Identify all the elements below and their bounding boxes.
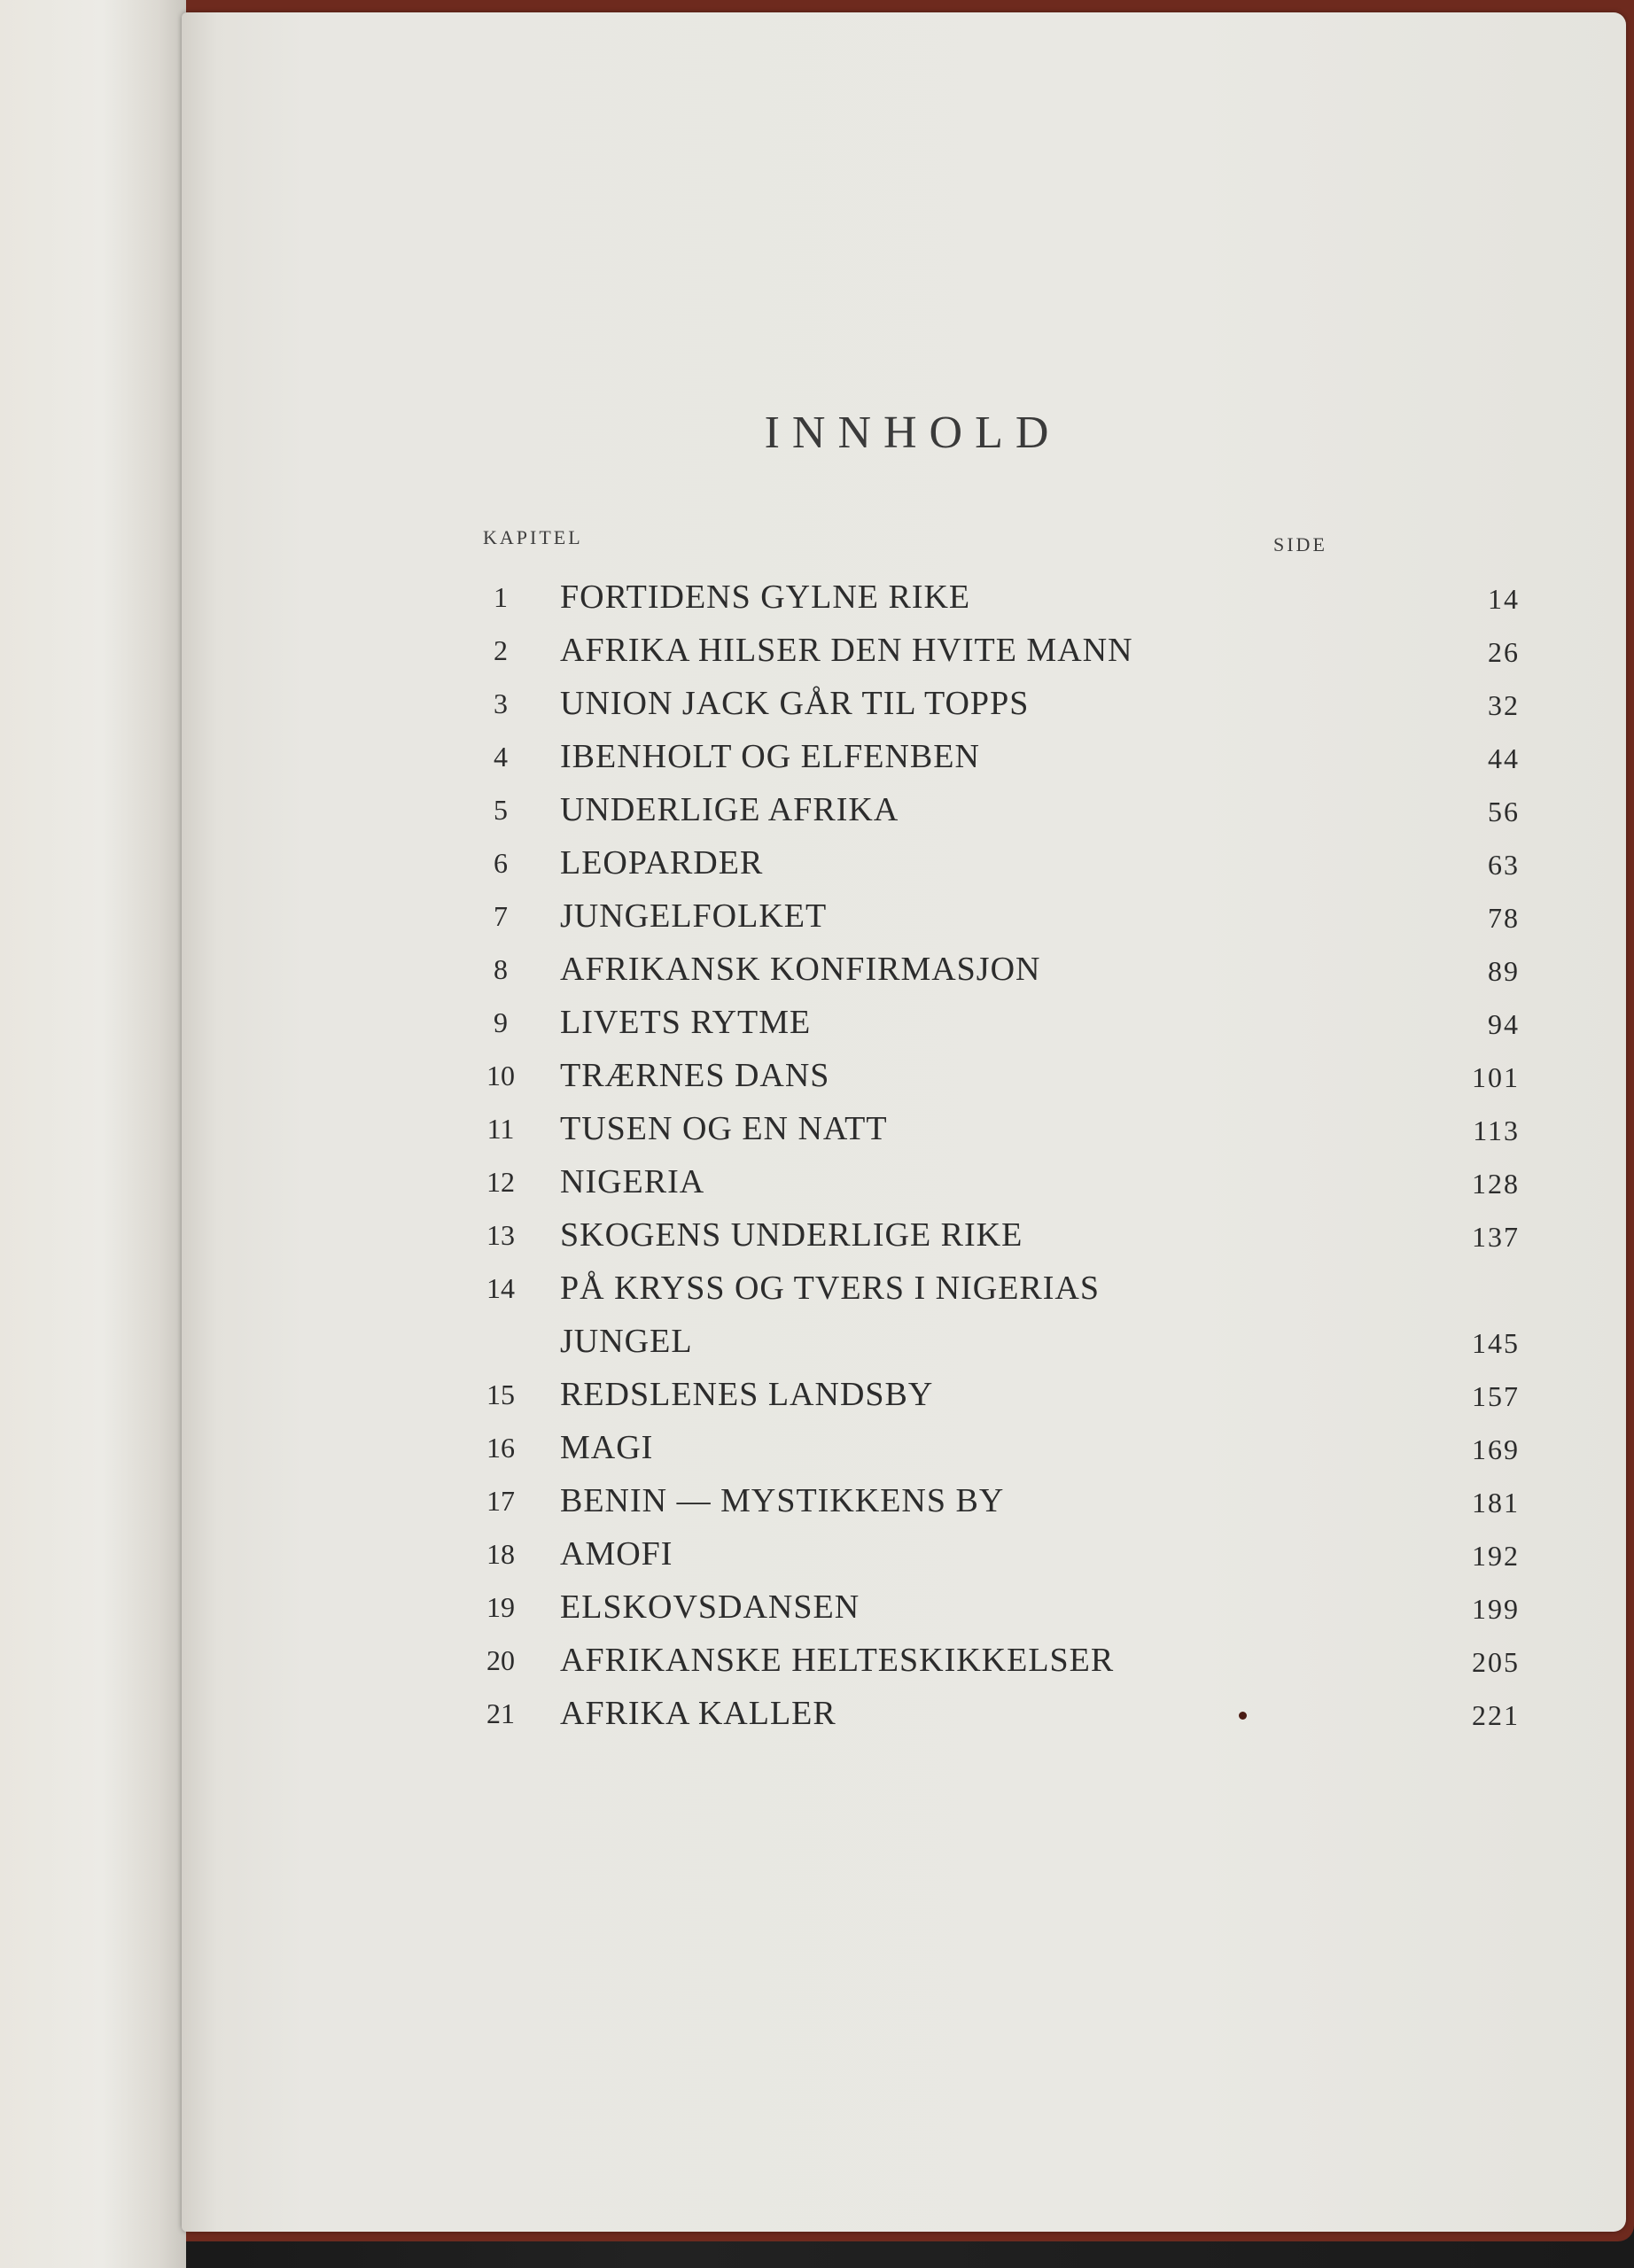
chapter-number: 15 [486, 1379, 515, 1410]
toc-entry [474, 1262, 1520, 1315]
chapter-number: 8 [494, 953, 508, 985]
chapter-title: SKOGENS UNDERLIGE RIKE [560, 1216, 1023, 1254]
left-page [0, 0, 186, 2268]
toc-entry [474, 1208, 1520, 1262]
toc-entry [474, 1687, 1520, 1740]
toc-entry [474, 1102, 1520, 1155]
toc-entry [474, 836, 1520, 889]
chapter-number: 4 [494, 741, 508, 773]
chapter-number: 16 [486, 1432, 515, 1464]
page-number: 145 [1472, 1327, 1520, 1359]
page-number: 101 [1472, 1061, 1520, 1093]
page-number: 181 [1472, 1487, 1520, 1518]
ink-speck [1239, 1712, 1247, 1720]
table-of-contents [474, 571, 1520, 1740]
toc-entry [474, 1368, 1520, 1421]
chapter-number: 17 [486, 1485, 515, 1517]
chapter-title: MAGI [560, 1429, 654, 1466]
page-number: 56 [1488, 796, 1520, 827]
toc-entry [474, 996, 1520, 1049]
chapter-title: TRÆRNES DANS [560, 1057, 830, 1094]
page-number: 205 [1472, 1646, 1520, 1678]
chapter-title: BENIN — MYSTIKKENS BY [560, 1482, 1005, 1519]
page-number: 192 [1472, 1540, 1520, 1572]
page-number: 199 [1472, 1593, 1520, 1625]
page-number: 63 [1488, 849, 1520, 881]
chapter-number: 6 [494, 847, 508, 879]
page-column-header: SIDE [1273, 533, 1327, 555]
toc-entry [474, 624, 1520, 677]
page-number: 113 [1473, 1115, 1520, 1146]
chapter-number: 13 [486, 1219, 515, 1251]
chapter-number: 9 [494, 1006, 508, 1038]
page-number: 169 [1472, 1433, 1520, 1465]
contents-page [182, 12, 1626, 2232]
toc-entry [474, 1049, 1520, 1102]
chapter-title: AMOFI [560, 1535, 673, 1573]
chapter-number: 11 [486, 1113, 515, 1145]
toc-entry [474, 677, 1520, 730]
page-number: 44 [1488, 742, 1520, 774]
chapter-title: TUSEN OG EN NATT [560, 1110, 888, 1147]
toc-entry-continuation [474, 1315, 1520, 1368]
chapter-number: 21 [486, 1697, 515, 1729]
toc-entry [474, 1581, 1520, 1634]
chapter-title: FORTIDENS GYLNE RIKE [560, 579, 971, 616]
chapter-title: REDSLENES LANDSBY [560, 1376, 934, 1413]
chapter-title: PÅ KRYSS OG TVERS I NIGERIAS [560, 1270, 1101, 1307]
chapter-title: ELSKOVSDANSEN [560, 1588, 860, 1626]
toc-entry [474, 943, 1520, 996]
chapter-title: AFRIKANSK KONFIRMASJON [560, 951, 1041, 988]
page-title: INNHOLD [764, 408, 1062, 458]
toc-entry [474, 730, 1520, 783]
chapter-number: 14 [486, 1272, 515, 1304]
chapter-number: 5 [494, 794, 508, 826]
chapter-number: 19 [486, 1591, 515, 1623]
toc-entry [474, 889, 1520, 943]
chapter-number: 7 [494, 900, 508, 932]
chapter-number: 12 [486, 1166, 515, 1198]
chapter-title: AFRIKA HILSER DEN HVITE MANN [560, 632, 1133, 669]
page-number: 94 [1488, 1008, 1520, 1040]
toc-entry [474, 1527, 1520, 1581]
chapter-title: AFRIKANSKE HELTESKIKKELSER [560, 1642, 1115, 1679]
page-number: 89 [1488, 955, 1520, 987]
toc-entry [474, 571, 1520, 624]
page-number: 128 [1472, 1168, 1520, 1200]
chapter-title: LEOPARDER [560, 844, 764, 882]
chapter-title: JUNGELFOLKET [560, 897, 828, 935]
chapter-title: UNDERLIGE AFRIKA [560, 791, 899, 828]
chapter-title: IBENHOLT OG ELFENBEN [560, 738, 980, 775]
chapter-number: 2 [494, 634, 508, 666]
chapter-title: NIGERIA [560, 1163, 705, 1200]
page-number: 14 [1488, 583, 1520, 615]
toc-entry [474, 1474, 1520, 1527]
toc-entry [474, 1155, 1520, 1208]
chapter-title: LIVETS RYTME [560, 1004, 812, 1041]
page-number: 137 [1472, 1221, 1520, 1253]
chapter-column-header: KAPITEL [483, 526, 583, 548]
page-number: 221 [1472, 1699, 1520, 1731]
toc-entry [474, 1421, 1520, 1474]
toc-entry [474, 1634, 1520, 1687]
page-number: 157 [1472, 1380, 1520, 1412]
chapter-number: 3 [494, 687, 508, 719]
chapter-number: 1 [494, 581, 508, 613]
chapter-title: AFRIKA KALLER [560, 1695, 836, 1732]
page-number: 26 [1488, 636, 1520, 668]
chapter-title: UNION JACK GÅR TIL TOPPS [560, 685, 1030, 722]
page-number: 78 [1488, 902, 1520, 934]
toc-entry [474, 783, 1520, 836]
page-number: 32 [1488, 689, 1520, 721]
chapter-number: 20 [486, 1644, 515, 1676]
chapter-title-continuation: JUNGEL [560, 1323, 693, 1360]
chapter-number: 10 [486, 1060, 515, 1091]
chapter-number: 18 [486, 1538, 515, 1570]
